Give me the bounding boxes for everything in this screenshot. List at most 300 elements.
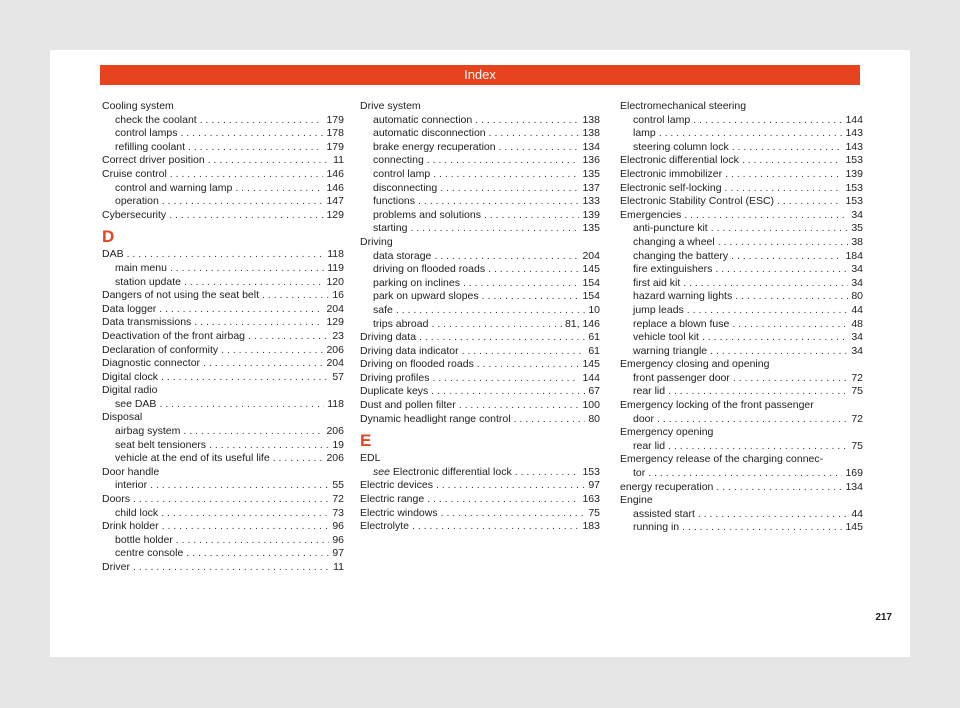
index-entry-page: 73: [332, 506, 344, 519]
dot-leader: [732, 318, 848, 332]
index-entry: [102, 127, 344, 141]
index-entry-page: 10: [588, 303, 600, 316]
index-entry-page: 147: [326, 195, 344, 208]
index-entry: [102, 534, 344, 548]
index-entry-page: 183: [582, 520, 600, 533]
index-entry-term: Duplicate keys: [360, 385, 429, 398]
index-entry-term: warning triangle: [633, 344, 708, 357]
dot-leader: [693, 114, 842, 128]
index-entry-page: 133: [582, 195, 600, 208]
index-entry-page: 144: [845, 113, 863, 126]
index-entry-term: Electrolyte: [360, 520, 410, 533]
index-entry-page: 44: [851, 507, 863, 520]
dot-leader: [133, 493, 329, 507]
dot-leader: [412, 520, 579, 534]
index-entry-page: 34: [851, 263, 863, 276]
dot-leader: [725, 182, 843, 196]
index-entry-page: 80: [588, 412, 600, 425]
index-entry-term: see DAB: [115, 397, 157, 410]
index-entry-page: 61: [588, 344, 600, 357]
index-entry: [360, 154, 600, 168]
index-entry-term: automatic connection: [373, 113, 473, 126]
index-entry: [360, 168, 600, 182]
index-entry-page: 61: [588, 331, 600, 344]
index-entry: [620, 345, 863, 359]
header-title: Index: [464, 67, 496, 82]
index-entry-page: 118: [327, 397, 344, 410]
index-entry: [360, 304, 600, 318]
dot-leader: [711, 222, 849, 236]
index-entry-page: 11: [333, 154, 344, 167]
index-entry: [620, 168, 863, 182]
page-header: [100, 65, 860, 85]
index-entry-page: 75: [851, 439, 863, 452]
index-entry: [360, 413, 600, 427]
index-entry: [360, 358, 600, 372]
index-entry-term: problems and solutions: [373, 208, 481, 221]
index-entry: [360, 182, 600, 196]
index-entry-page: 129: [326, 208, 344, 221]
index-heading: Cooling system: [102, 100, 174, 112]
index-entry: [360, 250, 600, 264]
index-entry: [620, 385, 863, 399]
index-entry-page: 179: [326, 140, 344, 153]
index-entry: [620, 440, 863, 454]
index-entry-page: 72: [851, 412, 863, 425]
index-entry-term: hazard warning lights: [633, 290, 733, 303]
index-entry-term: driving on flooded roads: [373, 263, 486, 276]
index-entry-page: 206: [326, 452, 344, 465]
index-entry: [102, 344, 344, 358]
index-entry-page: 146: [326, 181, 344, 194]
index-entry: [620, 331, 863, 345]
dot-leader: [463, 277, 580, 291]
index-entry-term: anti-puncture kit: [633, 222, 708, 235]
index-entry-term: Doors: [102, 493, 131, 506]
index-entry-term: main menu: [115, 261, 167, 274]
index-entry: [102, 303, 344, 317]
index-entry: [360, 209, 600, 223]
dot-leader: [514, 413, 586, 427]
index-entry-term: first aid kit: [633, 276, 681, 289]
index-entry-page: 118: [327, 248, 344, 261]
index-entry-page: 72: [332, 493, 344, 506]
index-entry-term: safe: [373, 303, 393, 316]
dot-leader: [427, 493, 579, 507]
index-entry-page: 145: [582, 358, 600, 371]
index-entry: [620, 195, 863, 209]
dot-leader: [159, 303, 323, 317]
index-column-3: [620, 100, 863, 535]
index-entry-page: 135: [582, 167, 600, 180]
index-entry-term: child lock: [115, 506, 159, 519]
index-heading: EDL: [360, 452, 381, 465]
index-entry-term: Electric range: [360, 493, 425, 506]
index-entry-page: 35: [851, 222, 863, 235]
index-entry: [102, 289, 344, 303]
index-entry-term: airbag system: [115, 425, 181, 438]
index-entry: [620, 467, 863, 481]
index-entry-page: 184: [845, 249, 863, 262]
index-entry: [620, 372, 863, 386]
index-entry-page: 143: [845, 140, 863, 153]
index-entry-term: tor: [633, 467, 646, 480]
index-heading: Emergency opening: [620, 426, 714, 439]
index-entry-page: 138: [582, 127, 600, 140]
dot-leader: [133, 561, 330, 575]
index-entry-term: front passenger door: [633, 371, 730, 384]
index-entry-term: fire extinguishers: [633, 263, 713, 276]
dot-leader: [731, 250, 842, 264]
dot-leader: [186, 547, 329, 561]
dot-leader: [159, 398, 324, 412]
index-heading: Drive system: [360, 100, 421, 112]
index-heading: Emergency release of the charging connec-: [620, 453, 824, 466]
index-entry-term: Drink holder: [102, 520, 159, 533]
index-entry-page: 136: [582, 154, 600, 167]
index-entry: [102, 248, 344, 262]
index-entry-page: 154: [582, 276, 600, 289]
page-number: 217: [875, 612, 892, 623]
dot-leader: [732, 141, 843, 155]
dot-leader: [127, 248, 325, 262]
index-entry: [102, 452, 344, 466]
index-entry-page: 169: [845, 467, 863, 480]
index-entry-page: 204: [326, 302, 344, 315]
index-entry: [102, 276, 344, 290]
dot-leader: [209, 439, 329, 453]
dot-leader: [221, 344, 323, 358]
index-entry-term: centre console: [115, 547, 184, 560]
index-entry: [620, 182, 863, 196]
dot-leader: [725, 168, 842, 182]
index-entry: [102, 114, 344, 128]
index-entry: [102, 357, 344, 371]
index-entry: [620, 508, 863, 522]
index-entry: [360, 290, 600, 304]
index-entry-page: 153: [845, 154, 863, 167]
dot-leader: [668, 385, 848, 399]
index-column-1: [102, 100, 344, 575]
index-heading: Emergency locking of the front passenger: [620, 399, 814, 412]
index-entry: [102, 479, 344, 493]
index-heading: Disposal: [102, 411, 143, 424]
index-entry-term: Data transmissions: [102, 316, 192, 329]
dot-leader: [396, 304, 585, 318]
dot-leader: [733, 372, 848, 386]
index-entry-term: bottle holder: [115, 533, 173, 546]
index-entry-page: 55: [332, 479, 344, 492]
index-entry-page: 134: [845, 480, 863, 493]
index-entry-page: 153: [845, 195, 863, 208]
index-entry: [102, 493, 344, 507]
index-entry-term: Driver: [102, 561, 130, 573]
index-entry-term: operation: [115, 195, 159, 208]
index-entry-term: Driving profiles: [360, 371, 430, 384]
index-entry-term: control lamps: [115, 127, 178, 140]
section-letter: D: [102, 227, 115, 247]
dot-leader: [161, 371, 329, 385]
dot-leader: [459, 399, 580, 413]
index-entry: [102, 141, 344, 155]
index-entry-page: 178: [326, 127, 344, 140]
index-entry: [360, 222, 600, 236]
index-entry-term: energy recuperation: [620, 480, 714, 493]
index-entry-term: parking on inclines: [373, 276, 460, 289]
dot-leader: [482, 290, 580, 304]
index-entry-term: functions: [373, 195, 416, 208]
index-entry-term: station update: [115, 275, 181, 288]
index-entry-term: data storage: [373, 249, 432, 262]
index-entry: [620, 222, 863, 236]
index-entry: [102, 398, 344, 412]
dot-leader: [682, 521, 842, 535]
index-entry-page: 119: [327, 261, 344, 274]
index-entry-page: 143: [845, 127, 863, 140]
dot-leader: [434, 250, 579, 264]
dot-leader: [170, 262, 324, 276]
index-entry-term: Electronic self-locking: [620, 181, 722, 194]
dot-leader: [710, 345, 848, 359]
index-entry-page: 153: [845, 181, 863, 194]
index-entry-term-text: Electronic differential lock: [392, 465, 512, 478]
index-entry-term: Cybersecurity: [102, 208, 167, 221]
index-entry-term: Diagnostic connector: [102, 357, 201, 370]
dot-leader: [659, 127, 843, 141]
index-entry-page: 145: [582, 263, 600, 276]
dot-leader: [462, 345, 586, 359]
see-reference-label: see: [373, 465, 390, 478]
index-entry-page: 135: [582, 222, 600, 235]
index-entry-term: rear lid: [633, 385, 666, 398]
index-entry-page: 139: [582, 208, 600, 221]
dot-leader: [431, 318, 562, 332]
index-entry-page: 204: [326, 357, 344, 370]
index-entry-page: 179: [326, 113, 344, 126]
index-entry-page: 154: [582, 290, 600, 303]
dot-leader: [648, 467, 842, 481]
index-entry-page: 57: [332, 370, 344, 383]
index-entry-term: [373, 466, 512, 480]
index-entry-page: 153: [582, 465, 600, 478]
dot-leader: [262, 289, 329, 303]
index-entry-term: changing a wheel: [633, 235, 715, 248]
index-entry: [102, 371, 344, 385]
dot-leader: [715, 263, 848, 277]
dot-leader: [484, 209, 579, 223]
index-entry: [360, 466, 600, 480]
index-entry-term: Electronic immobilizer: [620, 167, 723, 180]
index-entry-term: Driving data indicator: [360, 344, 459, 357]
index-entry: [620, 263, 863, 277]
index-column-2: [360, 100, 600, 534]
index-entry-term: Driving data: [360, 331, 417, 344]
index-entry-page: 16: [332, 289, 344, 302]
dot-leader: [188, 141, 323, 155]
index-heading: Emergency closing and opening: [620, 358, 770, 371]
index-entry-term: Emergencies: [620, 208, 682, 221]
index-heading: Digital radio: [102, 384, 158, 397]
index-entry: [102, 168, 344, 182]
index-entry-page: 144: [582, 371, 600, 384]
index-entry-term: starting: [373, 222, 408, 235]
index-entry: [360, 507, 600, 521]
index-entry-term: steering column lock: [633, 140, 729, 153]
index-entry-term: Data logger: [102, 302, 157, 315]
index-entry-page: 138: [582, 113, 600, 126]
index-entry-page: 145: [845, 521, 863, 534]
dot-leader: [200, 114, 324, 128]
dot-leader: [235, 182, 323, 196]
index-entry-term: Electric windows: [360, 506, 438, 519]
index-entry: [360, 127, 600, 141]
index-entry-term: Cruise control: [102, 167, 167, 180]
index-entry-term: assisted start: [633, 507, 695, 520]
index-entry-page: 206: [326, 425, 344, 438]
dot-leader: [716, 481, 842, 495]
index-entry: [620, 127, 863, 141]
index-entry: [102, 195, 344, 209]
dot-leader: [176, 534, 330, 548]
index-entry-term: rear lid: [633, 439, 666, 452]
index-entry-term: Correct driver position: [102, 154, 205, 167]
index-entry-page: 80: [851, 290, 863, 303]
index-entry-term: interior: [115, 479, 148, 492]
index-page: [50, 50, 910, 657]
index-entry: [360, 520, 600, 534]
index-entry: [360, 195, 600, 209]
index-entry: [620, 250, 863, 264]
index-heading: Door handle: [102, 465, 160, 478]
index-entry-page: 129: [326, 316, 344, 329]
section-letter: E: [360, 431, 372, 451]
index-entry-page: 100: [582, 399, 600, 412]
index-entry: [620, 141, 863, 155]
index-entry-page: 96: [332, 533, 344, 546]
index-entry-term: DAB: [102, 248, 124, 261]
index-entry-term: seat belt tensioners: [115, 438, 207, 451]
index-entry: [102, 425, 344, 439]
index-entry: [360, 277, 600, 291]
index-entry: [102, 547, 344, 561]
index-entry-page: 146: [326, 167, 344, 180]
index-entry: [360, 372, 600, 386]
index-entry-page: 134: [582, 140, 600, 153]
index-entry-page: 137: [582, 181, 600, 194]
dot-leader: [410, 222, 579, 236]
dot-leader: [431, 385, 585, 399]
index-entry-term: control lamp: [633, 113, 691, 126]
dot-leader: [683, 277, 848, 291]
index-entry: [620, 209, 863, 223]
dot-leader: [194, 316, 323, 330]
index-entry: [360, 263, 600, 277]
index-entry-term: door: [633, 412, 655, 425]
index-entry-term: park on upward slopes: [373, 290, 479, 303]
index-entry-page: 97: [588, 479, 600, 492]
index-entry-term: lamp: [633, 127, 656, 140]
index-entry-term: Declaration of conformity: [102, 343, 219, 356]
dot-leader: [184, 276, 324, 290]
index-entry-page: 67: [588, 385, 600, 398]
dot-leader: [183, 425, 323, 439]
dot-leader: [657, 413, 848, 427]
index-entry-page: 75: [851, 385, 863, 398]
dot-leader: [477, 358, 580, 372]
index-entry-term: connecting: [373, 154, 424, 167]
index-entry: [620, 304, 863, 318]
index-entry: [620, 290, 863, 304]
dot-leader: [427, 154, 580, 168]
index-entry: [360, 493, 600, 507]
index-entry: [102, 154, 344, 168]
index-entry-term: vehicle tool kit: [633, 331, 699, 344]
index-entry: [620, 318, 863, 332]
dot-leader: [273, 452, 324, 466]
index-entry-term: jump leads: [633, 303, 684, 316]
dot-leader: [698, 508, 848, 522]
dot-leader: [687, 304, 849, 318]
index-entry-term: vehicle at the end of its useful life: [115, 452, 270, 465]
dot-leader: [208, 154, 330, 168]
index-entry-page: 23: [332, 329, 344, 342]
index-entry-term: changing the battery: [633, 249, 729, 262]
index-entry-page: 75: [588, 506, 600, 519]
dot-leader: [735, 290, 848, 304]
index-entry: [102, 439, 344, 453]
index-entry: [102, 561, 344, 575]
index-entry: [102, 182, 344, 196]
dot-leader: [436, 479, 585, 493]
dot-leader: [488, 263, 579, 277]
dot-leader: [684, 209, 848, 223]
index-entry-term: running in: [633, 521, 680, 534]
dot-leader: [169, 209, 323, 223]
index-entry-term: disconnecting: [373, 181, 438, 194]
dot-leader: [248, 330, 329, 344]
index-entry-page: 19: [332, 438, 344, 451]
dot-leader: [433, 168, 579, 182]
index-entry-page: 163: [582, 493, 600, 506]
index-entry-page: 120: [326, 275, 344, 288]
dot-leader: [432, 372, 579, 386]
index-entry: [360, 385, 600, 399]
dot-leader: [162, 520, 330, 534]
index-entry: [360, 399, 600, 413]
dot-leader: [489, 127, 580, 141]
index-entry: [360, 141, 600, 155]
index-entry-page: 97: [332, 547, 344, 560]
index-entry-term: control and warning lamp: [115, 181, 233, 194]
dot-leader: [515, 466, 580, 480]
index-entry-term: Electric devices: [360, 479, 433, 492]
index-heading: Electromechanical steering: [620, 100, 747, 112]
index-entry: [620, 521, 863, 535]
index-entry: [620, 277, 863, 291]
index-entry-page: 72: [851, 371, 863, 384]
index-entry-page: 34: [851, 331, 863, 344]
index-entry-page: 34: [851, 344, 863, 357]
index-entry-term: brake energy recuperation: [373, 140, 496, 153]
index-entry: [620, 413, 863, 427]
index-entry-term: Deactivation of the front airbag: [102, 329, 246, 342]
index-entry: [620, 154, 863, 168]
index-entry: [360, 345, 600, 359]
index-entry-term: control lamp: [373, 167, 431, 180]
index-entry: [360, 331, 600, 345]
index-entry-term: automatic disconnection: [373, 127, 486, 140]
dot-leader: [499, 141, 580, 155]
